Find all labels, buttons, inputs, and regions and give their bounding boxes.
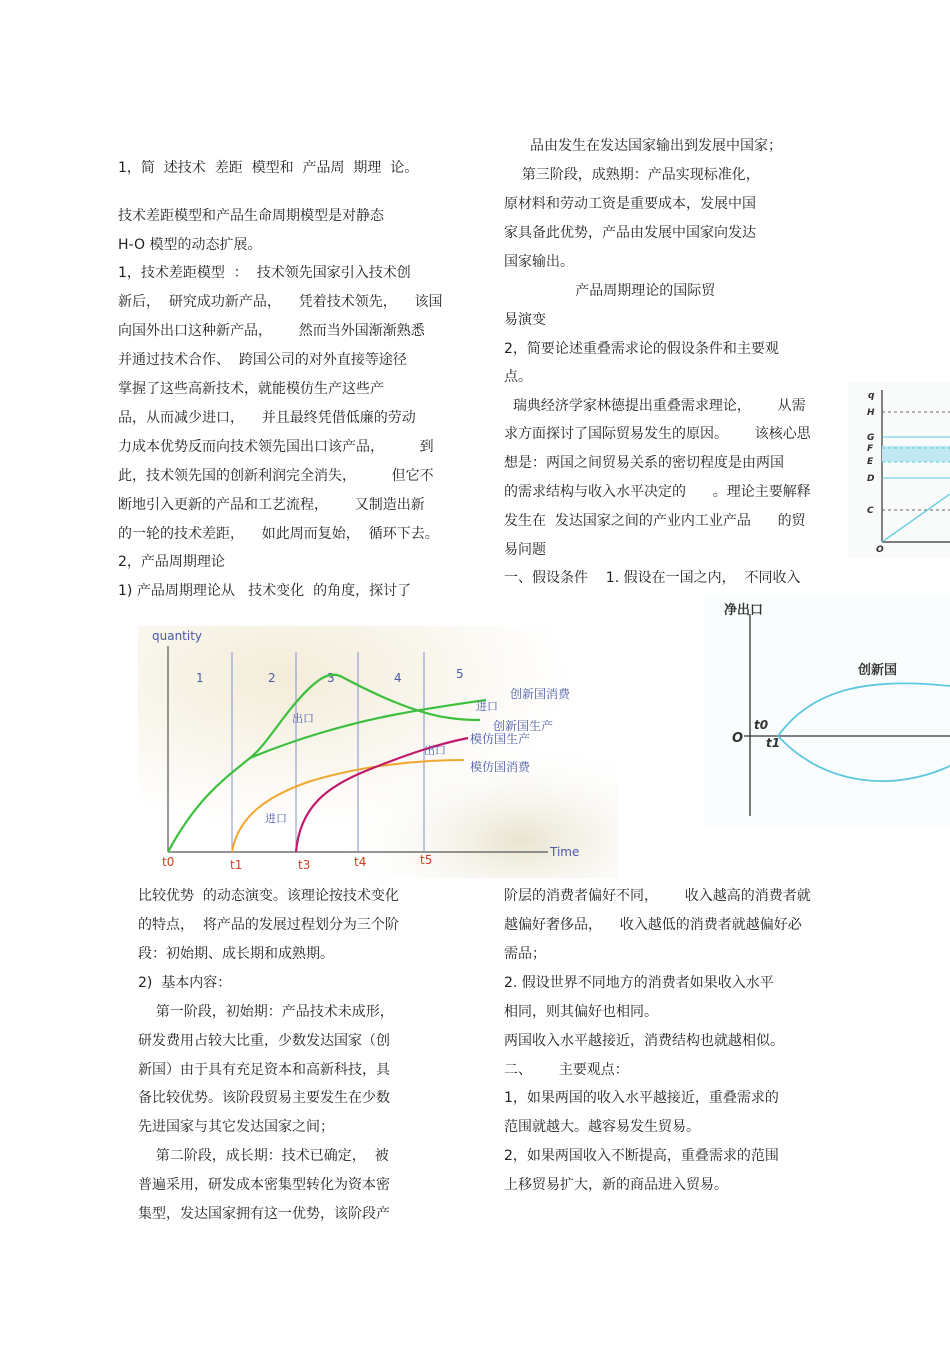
annotation-import: 进口 [476,700,498,713]
text-line: 越偏好奢侈品， 收入越低的消费者就越偏好必 [504,917,802,933]
text-line: 品，从而减少进口， 并且最终凭借低廉的劳动 [118,410,416,426]
text-line: 新后， 研究成功新产品， 凭着技术领先， 该国 [118,294,443,310]
tick-label: G [867,433,875,443]
chart1-ylabel: quantity [152,629,203,643]
text-line: 并通过技术合作、 跨国公司的对外直接等途径 [118,352,407,368]
text-line: 2，简要论述重叠需求论的假设条件和主要观 [504,341,779,357]
stage-label: 1 [196,671,204,685]
text-line: 先进国家与其它发达国家之间； [138,1119,334,1135]
text-line: 2，产品周期理论 [118,554,225,570]
text-line: 第三阶段，成熟期：产品实现标准化， [504,167,760,183]
chart2-curve-label: 创新国 [858,663,898,678]
text-line: 求方面探讨了国际贸易发生的原因。 该核心思 [504,426,811,442]
text-line: 易问题 [504,542,546,558]
tick-label: E [867,457,874,467]
tick-label: F [867,444,874,454]
chart2-ylabel: 净出口 [724,603,764,618]
text-line: 的特点， 将产品的发展过程划分为三个阶 [138,917,399,933]
time-label: t5 [420,853,433,867]
series-label: 模仿国消费 [470,760,531,774]
text-line: 集型，发达国家拥有这一优势，该阶段产 [138,1206,390,1222]
overlap-demand-chart [848,382,950,558]
text-line: 的需求结构与收入水平决定的 。理论主要解释 [504,484,811,500]
text-line: 1) 产品周期理论从 技术变化 的角度，探讨了 [118,583,412,599]
stage-label: 3 [327,671,335,685]
text-line: 第二阶段，成长期：技术已确定， 被 [138,1148,389,1164]
text-line: 想是：两国之间贸易关系的密切程度是由两国 [504,455,784,471]
text-line: 向国外出口这种新产品， 然而当外国渐渐熟悉 [118,323,425,339]
series-label: 创新国生产 [493,719,554,733]
chart1-xlabel: Time [550,845,580,859]
text-line: 此，技术领先国的创新利润完全消失， 但它不 [118,468,434,484]
time-label: t3 [298,858,311,872]
chart2-t1: t1 [766,736,781,750]
annotation-import: 进口 [265,812,287,825]
overlap-band [882,446,950,462]
annotation-export: 出口 [292,712,314,725]
text-line: 一、假设条件 1. 假设在一国之内， 不同收入 [504,570,801,586]
text-line: 技术差距模型和产品生命周期模型是对静态 [118,208,384,224]
text-line: 范围就越大。越容易发生贸易。 [504,1119,700,1135]
text-line: 2，如果两国收入不断提高，重叠需求的范围 [504,1148,779,1164]
text-line: 2. 假设世界不同地方的消费者如果收入水平 [504,975,774,991]
product-cycle-chart [138,626,618,878]
series-label: 模仿国生产 [470,732,531,746]
text-line: 品由发生在发达国家输出到发展中国家； [530,138,782,154]
chart2-origin: O [732,731,744,746]
text-line: 产品周期理论的国际贸 [504,283,716,299]
tick-label: D [867,474,875,484]
tick-label: O [876,545,884,555]
text-line: H-O 模型的动态扩展。 [118,237,262,253]
text-line: 相同，则其偏好也相同。 [504,1004,658,1020]
text-line: 研发费用占较大比重，少数发达国家（创 [138,1033,390,1049]
time-label: t0 [162,855,175,869]
text-line: 段：初始期、成长期和成熟期。 [138,946,334,962]
text-line: 上移贸易扩大，新的商品进入贸易。 [504,1177,728,1193]
text-line: 2) 基本内容： [138,975,232,991]
stage-label: 5 [456,667,464,681]
net-export-chart [704,596,950,826]
text-line: 阶层的消费者偏好不同， 收入越高的消费者就 [504,888,811,904]
tick-label: H [867,408,875,418]
text-line: 易演变 [504,312,546,328]
text-line: 1，简 述技术 差距 模型和 产品周 期理 论。 [118,160,419,176]
tick-label: q [868,391,875,401]
text-line: 点。 [504,369,532,385]
text-line: 瑞典经济学家林德提出重叠需求理论， 从需 [504,398,806,414]
text-line: 备比较优势。该阶段贸易主要发生在少数 [138,1090,390,1106]
text-line: 断地引入更新的产品和工艺流程， 又制造出新 [118,497,425,513]
text-line: 比较优势 的动态演变。该理论按技术变化 [138,888,399,904]
text-line: 掌握了这些高新技术，就能模仿生产这些产 [118,381,384,397]
series-label: 创新国消费 [510,687,571,701]
stage-label: 4 [394,671,402,685]
tick-label: C [867,506,874,516]
annotation-export: 出口 [424,744,446,757]
text-line: 国家输出。 [504,254,574,270]
stage-label: 2 [268,671,276,685]
text-line: 普遍采用，研发成本密集型转化为资本密 [138,1177,390,1193]
text-line: 1，如果两国的收入水平越接近，重叠需求的 [504,1090,779,1106]
text-line: 的一轮的技术差距， 如此周而复始， 循环下去。 [118,526,439,542]
text-line: 两国收入水平越接近，消费结构也就越相似。 [504,1033,784,1049]
text-line: 二、 主要观点： [504,1062,629,1078]
text-line: 新国）由于具有充足资本和高新科技，具 [138,1062,390,1078]
text-line: 1，技术差距模型 ： 技术领先国家引入技术创 [118,265,411,281]
text-line: 第一阶段，初始期：产品技术未成形， [138,1004,394,1020]
text-line: 发生在 发达国家之间的产业内工业产品 的贸 [504,513,806,529]
text-line: 家具备此优势，产品由发展中国家向发达 [504,225,756,241]
time-label: t4 [354,855,367,869]
chart2-t0: t0 [754,718,769,732]
text-line: 原材料和劳动工资是重要成本，发展中国 [504,196,756,212]
text-line: 力成本优势反而向技术领先国出口该产品， 到 [118,439,434,455]
text-line: 需品； [504,946,546,962]
time-label: t1 [230,858,243,872]
